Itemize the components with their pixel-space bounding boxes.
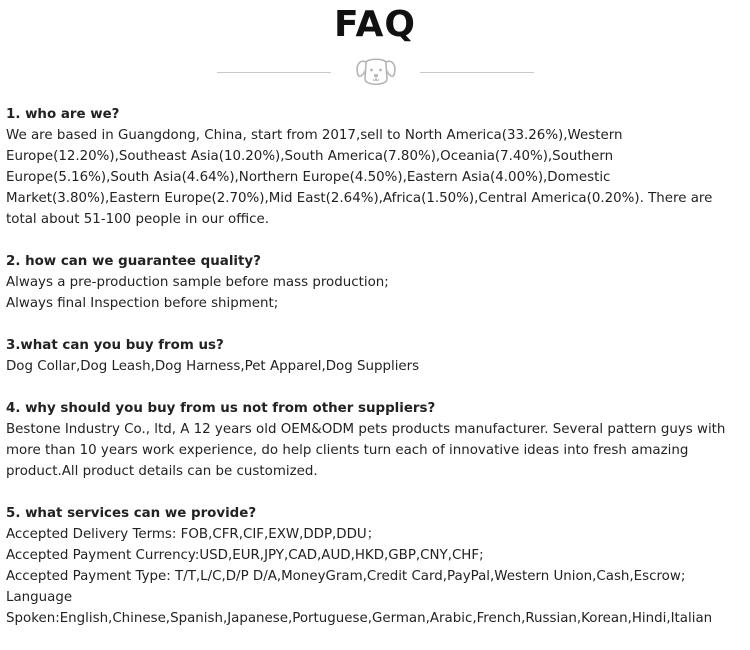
- faq-answer-line: We are based in Guangdong, China, start from 2017,sell to North America(33.26%),Western Europe(12.20%),Southeast Asia(10.20%),South America(7.80%),Oceania(7.40%),Southern Europe(5.16%),South Asia(4.64%),Northern Europe(4.50%),Eastern Asia(4.00%),Domestic Market(3.80%),Eastern Europe(2.70%),Mid East(2.64%),Africa(1.50%),Central America(0.20%). There are total about 51-100 people in our office.: [6, 128, 713, 227]
- faq-answer-line: Always a pre-production sample before mass production;: [6, 275, 389, 290]
- faq-answer-line: Language Spoken:English,Chinese,Spanish,Japanese,Portuguese,German,Arabic,French,Russian,Korean,Hindi,Italian: [6, 590, 713, 626]
- page-title: FAQ: [334, 4, 416, 45]
- faq-answer-line: Bestone Industry Co., ltd, A 12 years old OEM&ODM pets products manufacturer. Several pattern guys with more than 10 years work experience, do help clients turn each of innovative ideas into fresh amazing product.All product details can be customized.: [6, 422, 726, 479]
- faq-item-4: [6, 398, 746, 482]
- faq-answer-line: Accepted Payment Currency:USD,EUR,JPY,CAD,AUD,HKD,GBP,CNY,CHF;: [6, 548, 484, 563]
- faq-question: 2. how can we guarantee quality?: [6, 254, 261, 269]
- faq-item-1: [6, 104, 746, 230]
- faq-question: 4. why should you buy from us not from other suppliers?: [6, 401, 436, 416]
- faq-item-3: [6, 335, 746, 377]
- faq-answer-line: Accepted Delivery Terms: FOB,CFR,CIF,EXW,DDP,DDU；: [6, 527, 381, 542]
- faq-answer-line: Always final Inspection before shipment;: [6, 296, 279, 311]
- faq-question: 3.what can you buy from us?: [6, 338, 224, 353]
- faq-header: [0, 0, 750, 100]
- faq-answer-line: Accepted Payment Type: T/T,L/C,D/P D/A,MoneyGram,Credit Card,PayPal,Western Union,Cash,Escrow;: [6, 569, 686, 584]
- divider-left: [217, 72, 331, 73]
- divider-right: [420, 72, 534, 73]
- faq-item-2: [6, 251, 746, 314]
- dog-face-icon: [352, 53, 400, 91]
- faq-question: 5. what services can we provide?: [6, 506, 257, 521]
- faq-answer-line: Dog Collar,Dog Leash,Dog Harness,Pet Apparel,Dog Suppliers: [6, 359, 420, 374]
- faq-item-5: [6, 503, 746, 629]
- faq-question: 1. who are we?: [6, 107, 120, 122]
- faq-list: [6, 104, 746, 650]
